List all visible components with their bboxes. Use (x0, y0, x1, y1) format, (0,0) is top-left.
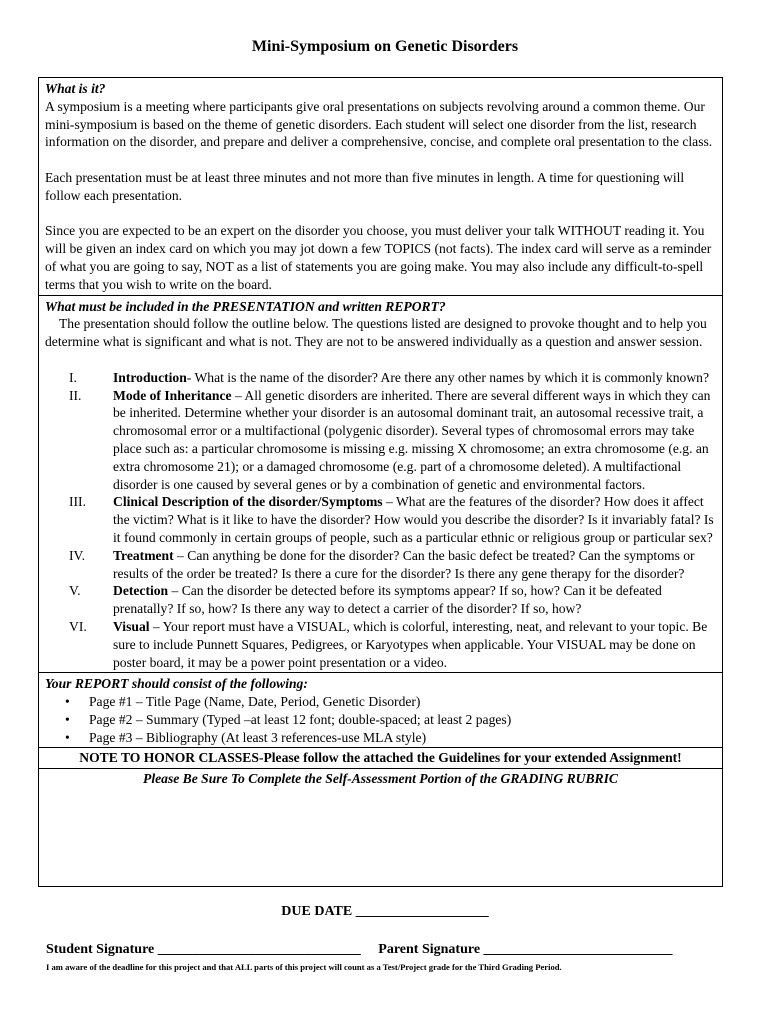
definition-paragraph: A symposium is a meeting where participants give oral presentations on subjects revolving around a common theme. Our mini-symposium is based on the theme of genetic disorders. Each student will select one disorder from the list, research information on the disorder, and prepare and deliver a comprehensive, concise, and complete oral presentation to the class. (45, 98, 713, 150)
what-is-it-heading: What is it? (45, 81, 106, 96)
outline-item (45, 618, 716, 671)
outline-list (45, 369, 716, 672)
outline-item (45, 547, 716, 583)
report-section (39, 673, 722, 748)
outline-term: Clinical Description of the disorder/Symptoms (113, 494, 383, 510)
outline-term: Introduction (113, 369, 187, 385)
outline-numeral: V. (69, 583, 81, 599)
due-date-field: DUE DATE ___________________ (281, 904, 489, 919)
list-item (65, 693, 716, 711)
rubric-note: Please Be Sure To Complete the Self-Assessment Portion of the GRADING RUBRIC (143, 771, 618, 787)
delivery-paragraph: Since you are expected to be an expert on the disorder you choose, you must deliver your talk WITHOUT reading it. You will be given an index card on which you may jot down a few TOPICS (not facts). The index card will serve as a reminder of what you are going to say, NOT as a list of statements you are going make. You may also include any difficult-to-spell terms that you wish to write on the board. (45, 223, 712, 292)
presentation-intro: The presentation should follow the outline below. The questions listed are designed to provoke thought and to help you determine what is significant and what is not. They are not to be answered individually as a question and answer session. (45, 316, 707, 350)
outline-item (45, 387, 716, 494)
report-heading: Your REPORT should consist of the following: (45, 676, 308, 692)
outline-numeral: III. (69, 494, 86, 510)
outline-numeral: IV. (69, 547, 85, 563)
outline-numeral: I. (69, 369, 77, 385)
bullet-icon: • (65, 729, 70, 745)
list-item (65, 711, 716, 729)
outline-text: – Can anything be done for the disorder? Can the basic defect be treated? Can the symptoms or results of the order be treated? Is there a cure for the disorder? Is there any gene therapy for the disorder? (113, 547, 695, 581)
document-title: Mini-Symposium on Genetic Disorders (251, 38, 519, 55)
report-page-item: Page #1 – Title Page (Name, Date, Period, Genetic Disorder) (89, 694, 421, 710)
honor-classes-note: NOTE TO HONOR CLASSES-Please follow the attached the Guidelines for your extended Assignment! (39, 748, 722, 769)
signature-line (46, 942, 673, 958)
outline-term: Treatment (113, 547, 174, 563)
outline-term: Detection (113, 583, 169, 599)
outline-text: - What is the name of the disorder? Are there any other names by which it is commonly known? (186, 369, 709, 385)
bullet-icon: • (65, 694, 70, 710)
report-page-item: Page #3 – Bibliography (At least 3 references-use MLA style) (89, 729, 427, 745)
outline-numeral: II. (69, 387, 82, 403)
presentation-section (39, 296, 722, 674)
outline-term: Visual (113, 618, 150, 634)
presentation-heading: What must be included in the PRESENTATION and written REPORT? (45, 298, 446, 314)
outline-numeral: VI. (69, 618, 87, 634)
assignment-table (38, 77, 723, 887)
length-paragraph: Each presentation must be at least three minutes and not more than five minutes in length. A time for questioning will follow each presentation. (45, 169, 685, 203)
outline-item (45, 369, 716, 387)
outline-text: – Your report must have a VISUAL, which is colorful, interesting, neat, and relevant to your topic. Be sure to include Punnett Squares, Pedigrees, or Karyotypes when applicable. Your VISUAL may be done on poster board, it may be a power point presentation or a video. (113, 618, 708, 670)
outline-item (45, 493, 716, 546)
list-item (65, 729, 716, 747)
outline-text: – All genetic disorders are inherited. There are several different ways in which they can be inherited. Determine whether your disorder is an autosomal dominant trait, an autosomal recessive trait, a chromosomal error or a multifactional (polygenic disorder). Several types of chromosomal errors may take place such as: a particular chromosome is missing e.g. missing X chromosome; an extra chromosome (e.g. an extra chromosome 21); or a damaged chromosome (e.g. part of a chromosome deleted). A multifactional disorder is one caused by several genes or by a combination of genetic and environmental factors. (113, 387, 711, 492)
outline-term: Mode of Inheritance (113, 387, 232, 403)
parent-signature-field: Parent Signature ___________________________ (378, 942, 673, 957)
report-page-list (45, 693, 716, 746)
what-is-it-section (39, 78, 722, 296)
outline-text: – What are the features of the disorder? How does it affect the victim? What is it like to have the disorder? How would you describe the disorder? Is it invariably fatal? Is it found commonly in certain groups of people, such as a particular ethnic or religious group or particular sex? (113, 494, 714, 545)
bullet-icon: • (65, 711, 70, 727)
outline-item (45, 582, 716, 618)
report-page-item: Page #2 – Summary (Typed –at least 12 font; double-spaced; at least 2 pages) (89, 711, 512, 727)
student-signature-field: Student Signature _____________________________ (46, 942, 361, 957)
deadline-acknowledgement: I am aware of the deadline for this project and that ALL parts of this project will count as a Test/Project grade for the Third Grading Period. (46, 962, 562, 972)
outline-text: – Can the disorder be detected before its symptoms appear? If so, how? Can it be defeated prenatally? If so, how? Is there any way to detect a carrier of the disorder? If so, how? (113, 583, 662, 617)
